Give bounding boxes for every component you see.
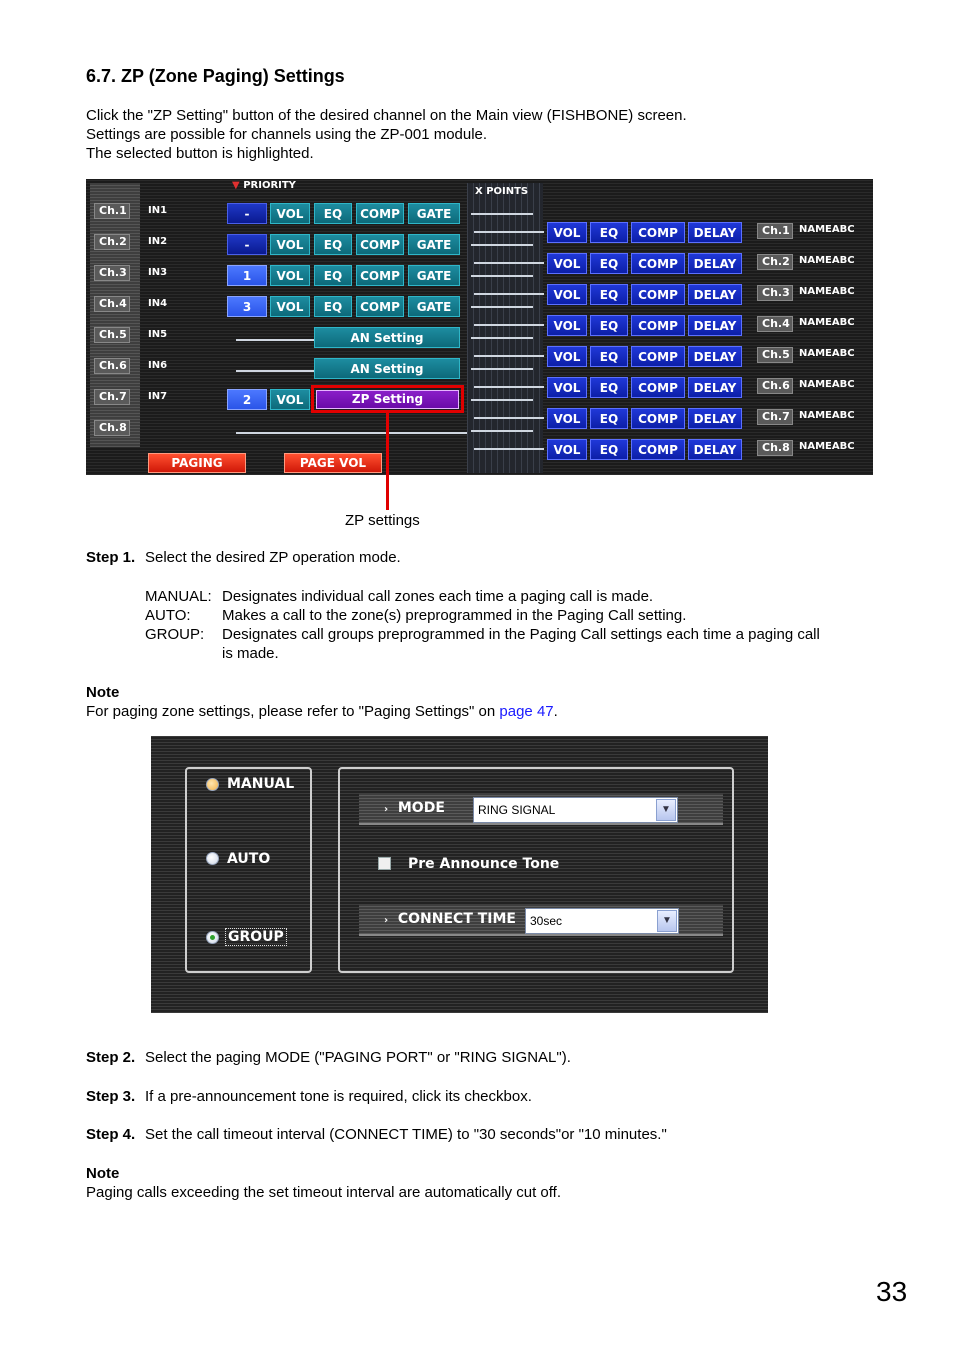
out-vol-6[interactable]: VOL: [547, 377, 587, 398]
mode-term-manual: MANUAL:: [145, 588, 212, 605]
in-label-1: IN1: [148, 205, 168, 216]
xpoint-line: [471, 368, 533, 370]
gate-button-in4[interactable]: GATE: [408, 296, 460, 317]
intro-line-3: The selected button is highlighted.: [86, 145, 314, 162]
vol-button-in2[interactable]: VOL: [270, 234, 310, 255]
out-vol-2[interactable]: VOL: [547, 253, 587, 274]
chevron-down-icon[interactable]: ▼: [657, 910, 677, 932]
out-comp-1[interactable]: COMP: [631, 222, 685, 243]
eq-button-in3[interactable]: EQ: [314, 265, 352, 286]
input-ch-4-button[interactable]: Ch.4: [94, 296, 130, 312]
an-setting-button-in6[interactable]: AN Setting: [314, 358, 460, 379]
group-radio[interactable]: [206, 931, 219, 944]
out-vol-8[interactable]: VOL: [547, 439, 587, 460]
an-setting-button-in5[interactable]: AN Setting: [314, 327, 460, 348]
out-eq-4[interactable]: EQ: [590, 315, 628, 336]
in-label-6: IN6: [148, 360, 168, 371]
output-name-3: NAMEABC: [799, 286, 855, 297]
vol-button-in3[interactable]: VOL: [270, 265, 310, 286]
chevron-down-icon[interactable]: ▼: [656, 799, 676, 821]
paging-button[interactable]: PAGING: [148, 453, 246, 473]
vol-button-in1[interactable]: VOL: [270, 203, 310, 224]
out-vol-3[interactable]: VOL: [547, 284, 587, 305]
mode-desc-manual: Designates individual call zones each time a paging call is made.: [222, 588, 654, 605]
chevron-right-icon: ›: [384, 804, 389, 815]
intro-line-1: Click the "ZP Setting" button of the desired channel on the Main view (FISHBONE) screen.: [86, 107, 687, 124]
group-radio-label: GROUP: [225, 928, 287, 946]
out-eq-8[interactable]: EQ: [590, 439, 628, 460]
note1-text-after: .: [553, 703, 558, 720]
xpoint-line: [471, 213, 533, 215]
comp-button-in1[interactable]: COMP: [356, 203, 404, 224]
input-ch-2-button[interactable]: Ch.2: [94, 234, 130, 250]
zp-setting-button[interactable]: ZP Setting: [316, 390, 459, 409]
manual-radio[interactable]: [206, 778, 219, 791]
out-delay-7[interactable]: DELAY: [688, 408, 742, 429]
out-vol-1[interactable]: VOL: [547, 222, 587, 243]
out-eq-7[interactable]: EQ: [590, 408, 628, 429]
fishbone-screen: [86, 179, 873, 475]
output-ch-5-button[interactable]: Ch.5: [757, 347, 793, 363]
priority-button-3[interactable]: 1: [227, 265, 267, 286]
eq-button-in1[interactable]: EQ: [314, 203, 352, 224]
page-47-link[interactable]: page 47: [499, 703, 554, 720]
out-delay-6[interactable]: DELAY: [688, 377, 742, 398]
out-comp-5[interactable]: COMP: [631, 346, 685, 367]
auto-radio[interactable]: [206, 852, 219, 865]
xpoint-line: [471, 275, 533, 277]
vol-button-in4[interactable]: VOL: [270, 296, 310, 317]
out-comp-7[interactable]: COMP: [631, 408, 685, 429]
output-ch-8-button[interactable]: Ch.8: [757, 440, 793, 456]
output-ch-1-button[interactable]: Ch.1: [757, 223, 793, 239]
comp-button-in4[interactable]: COMP: [356, 296, 404, 317]
input-ch-3-button[interactable]: Ch.3: [94, 265, 130, 281]
page-vol-button[interactable]: PAGE VOL: [284, 453, 382, 473]
out-eq-1[interactable]: EQ: [590, 222, 628, 243]
mode-desc-group-cont: is made.: [222, 645, 279, 662]
note2-text: Paging calls exceeding the set timeout interval are automatically cut off.: [86, 1184, 561, 1201]
mode-select[interactable]: [473, 797, 678, 823]
xpoint-line: [474, 386, 544, 388]
output-ch-4-button[interactable]: Ch.4: [757, 316, 793, 332]
mode-term-auto: AUTO:: [145, 607, 191, 624]
note1-title: Note: [86, 684, 120, 701]
triangle-down-icon: ▼: [232, 180, 240, 191]
out-comp-3[interactable]: COMP: [631, 284, 685, 305]
output-ch-3-button[interactable]: Ch.3: [757, 285, 793, 301]
in-label-3: IN3: [148, 267, 168, 278]
signal-line: [236, 432, 467, 434]
out-comp-6[interactable]: COMP: [631, 377, 685, 398]
step4-text: Set the call timeout interval (CONNECT TIME) to "30 seconds"or "10 minutes.": [145, 1126, 667, 1143]
input-channel-panel: [90, 183, 140, 447]
output-name-7: NAMEABC: [799, 410, 855, 421]
signal-line: [236, 370, 314, 372]
in-label-5: IN5: [148, 329, 168, 340]
input-ch-5-button[interactable]: Ch.5: [94, 327, 130, 343]
input-ch-6-button[interactable]: Ch.6: [94, 358, 130, 374]
callout-label: ZP settings: [345, 512, 420, 529]
step3-text: If a pre-announcement tone is required, click its checkbox.: [145, 1088, 532, 1105]
xpoint-line: [474, 355, 544, 357]
out-eq-6[interactable]: EQ: [590, 377, 628, 398]
out-delay-5[interactable]: DELAY: [688, 346, 742, 367]
priority-button-1[interactable]: -: [227, 203, 267, 224]
in-label-4: IN4: [148, 298, 168, 309]
connect-time-select[interactable]: [525, 908, 679, 934]
xpoint-line: [471, 306, 533, 308]
eq-button-in4[interactable]: EQ: [314, 296, 352, 317]
output-name-2: NAMEABC: [799, 255, 855, 266]
mode-term-group: GROUP:: [145, 626, 205, 643]
out-vol-5[interactable]: VOL: [547, 346, 587, 367]
output-ch-6-button[interactable]: Ch.6: [757, 378, 793, 394]
input-ch-7-button[interactable]: Ch.7: [94, 389, 130, 405]
note1-text-before: For paging zone settings, please refer to "Paging Settings" on: [86, 703, 500, 720]
step1-text: Select the desired ZP operation mode.: [145, 549, 401, 566]
out-delay-4[interactable]: DELAY: [688, 315, 742, 336]
xpoint-line: [471, 430, 533, 432]
out-delay-1[interactable]: DELAY: [688, 222, 742, 243]
out-eq-5[interactable]: EQ: [590, 346, 628, 367]
in-label-2: IN2: [148, 236, 168, 247]
mode-label: › MODE: [384, 800, 445, 816]
eq-button-in2[interactable]: EQ: [314, 234, 352, 255]
note2-title: Note: [86, 1165, 120, 1182]
xpoint-line: [471, 399, 533, 401]
step3-label: Step 3.: [86, 1088, 136, 1105]
output-name-1: NAMEABC: [799, 224, 855, 235]
out-comp-8[interactable]: COMP: [631, 439, 685, 460]
output-ch-7-button[interactable]: Ch.7: [757, 409, 793, 425]
output-name-4: NAMEABC: [799, 317, 855, 328]
zp-settings-panel: [151, 736, 768, 1013]
out-eq-2[interactable]: EQ: [590, 253, 628, 274]
priority-button-2[interactable]: -: [227, 234, 267, 255]
in-label-7: IN7: [148, 391, 168, 402]
output-name-6: NAMEABC: [799, 379, 855, 390]
signal-line: [236, 339, 314, 341]
xpoint-line: [474, 262, 544, 264]
mode-desc-auto: Makes a call to the zone(s) preprogrammed in the Paging Call setting.: [222, 607, 687, 624]
output-name-8: NAMEABC: [799, 441, 855, 452]
connect-time-value: 30sec: [530, 914, 563, 928]
chevron-right-icon: ›: [384, 915, 389, 926]
gate-button-in1[interactable]: GATE: [408, 203, 460, 224]
priority-button-4[interactable]: 3: [227, 296, 267, 317]
xpoint-line: [474, 293, 544, 295]
out-vol-4[interactable]: VOL: [547, 315, 587, 336]
out-comp-4[interactable]: COMP: [631, 315, 685, 336]
step4-label: Step 4.: [86, 1126, 136, 1143]
vol-button-in7[interactable]: VOL: [270, 389, 310, 410]
priority-label: ▼ PRIORITY: [232, 180, 296, 191]
gate-button-in3[interactable]: GATE: [408, 265, 460, 286]
out-delay-8[interactable]: DELAY: [688, 439, 742, 460]
out-eq-3[interactable]: EQ: [590, 284, 628, 305]
xpoint-line: [474, 324, 544, 326]
page-number: 33: [876, 1276, 908, 1307]
output-ch-2-button[interactable]: Ch.2: [757, 254, 793, 270]
comp-button-in3[interactable]: COMP: [356, 265, 404, 286]
callout-line: [386, 412, 389, 510]
xpoint-line: [471, 244, 533, 246]
out-vol-7[interactable]: VOL: [547, 408, 587, 429]
mode-desc-group: Designates call groups preprogrammed in the Paging Call settings each time a paging call: [222, 626, 820, 643]
out-delay-2[interactable]: DELAY: [688, 253, 742, 274]
section-title: 6.7. ZP (Zone Paging) Settings: [86, 66, 345, 86]
step2-text: Select the paging MODE ("PAGING PORT" or "RING SIGNAL").: [145, 1049, 571, 1066]
out-comp-2[interactable]: COMP: [631, 253, 685, 274]
priority-button-7[interactable]: 2: [227, 389, 267, 410]
gate-button-in2[interactable]: GATE: [408, 234, 460, 255]
out-delay-3[interactable]: DELAY: [688, 284, 742, 305]
step2-label: Step 2.: [86, 1049, 136, 1066]
step1-label: Step 1.: [86, 549, 136, 566]
comp-button-in2[interactable]: COMP: [356, 234, 404, 255]
mode-select-value: RING SIGNAL: [478, 803, 556, 817]
note1-text: [86, 702, 558, 721]
pre-announce-label: Pre Announce Tone: [408, 856, 560, 872]
output-name-5: NAMEABC: [799, 348, 855, 359]
xpoint-line: [474, 417, 544, 419]
input-ch-8-button[interactable]: Ch.8: [94, 420, 130, 436]
auto-radio-label: AUTO: [227, 851, 271, 867]
manual-radio-label: MANUAL: [227, 776, 295, 792]
pre-announce-checkbox[interactable]: [378, 857, 391, 870]
intro-line-2: Settings are possible for channels using the ZP-001 module.: [86, 126, 488, 143]
xpoint-line: [471, 337, 533, 339]
xpoint-line: [474, 231, 544, 233]
xpoints-label: X POINTS: [475, 186, 529, 197]
connect-time-label: › CONNECT TIME: [384, 911, 516, 927]
input-ch-1-button[interactable]: Ch.1: [94, 203, 130, 219]
xpoint-line: [474, 448, 544, 450]
